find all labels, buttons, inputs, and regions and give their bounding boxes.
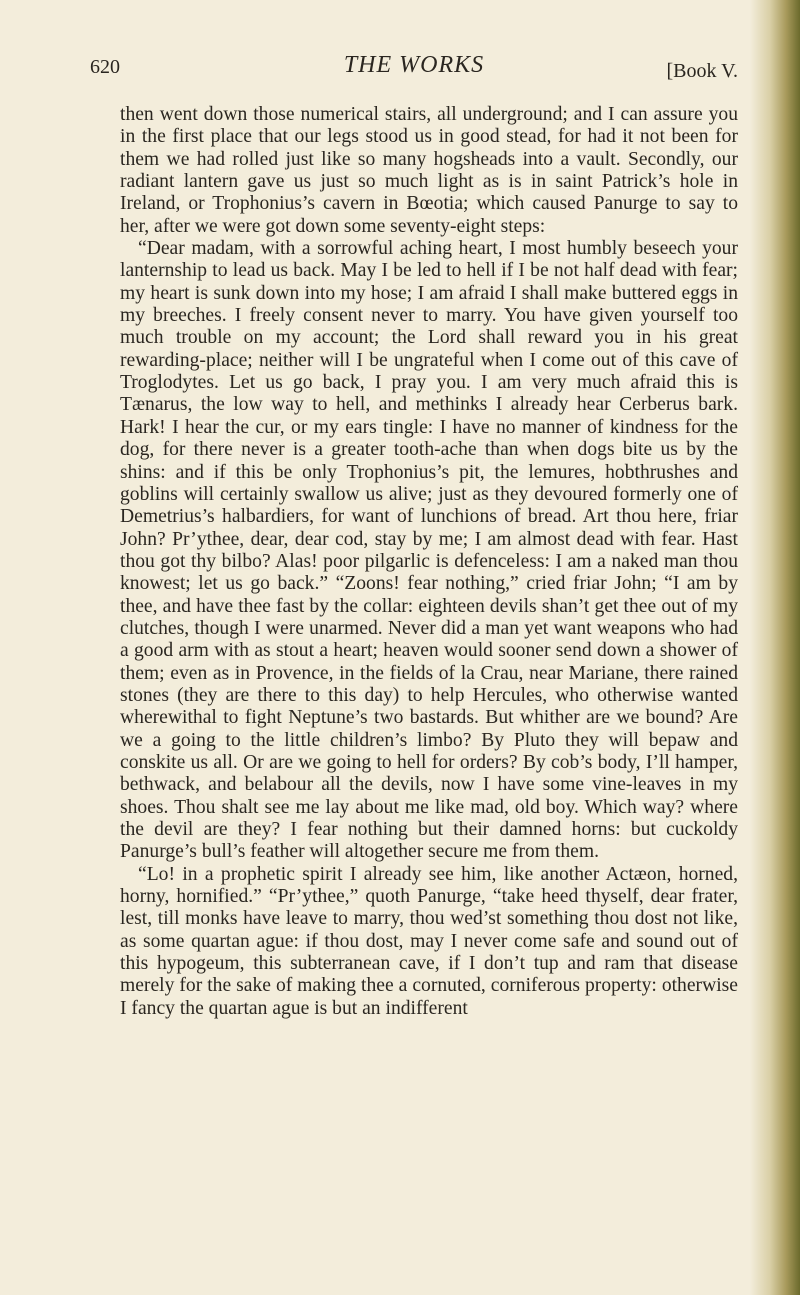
paragraph: then went down those numerical stairs, all underground; and I can assure you in the first place that our legs stood us in good stead, for had it not been for them we had rolled just like so many hogsheads into a vault. Secondly, our radiant lantern gave us just so much light as is in saint Patrick’s hole in Ireland, or Trophonius’s cavern in Bœotia; which caused Panurge to say to her, after we were got down some seventy-eight steps: xyxy=(120,104,738,237)
page-header xyxy=(90,44,738,84)
paragraph: “Dear madam, with a sorrowful aching heart, I most humbly beseech your lanternship to lead us back. May I be led to hell if I be not half dead with fear; my heart is sunk down into my hose; I am afraid I shall make buttered eggs in my breeches. I freely consent never to marry. You have given yourself too much trouble on my account; the Lord shall reward you in his great rewarding-place; neither will I be ungrateful when I come out of this cave of Troglodytes. Let us go back, I pray you. I am very much afraid this is Tænarus, the low way to hell, and methinks I already hear Cerberus bark. Hark! I hear the cur, or my ears tingle: I have no manner of kindness for the dog, for there never is a greater tooth-ache than when dogs bite us by the shins: and if this be only Trophonius’s pit, the lemures, hobthrushes and goblins will certainly swallow us alive; just as they devoured formerly one of Demetrius’s halbardiers, for want of lunchions of bread. Art thou here, friar John? Pr’ythee, dear, dear cod, stay by me; I am almost dead with fear. Hast thou got thy bilbo? Alas! poor pilgarlic is defenceless: I am a naked man thou knowest; let us go back.” “Zoons! fear nothing,” cried friar John; “I am by thee, and have thee fast by the collar: eighteen devils shan’t get thee out of my clutches, though I were unarmed. Never did a man yet want weapons who had a good arm with as stout a heart; heaven would sooner send down a shower of them; even as in Provence, in the fields of la Crau, near Mariane, there rained stones (they are there to this day) to help Hercules, who otherwise wanted wherewithal to fight Neptune’s two bastards. But whither are we bound? Are we a going to the little children’s limbo? By Pluto they will bepaw and conskite us all. Or are we going to hell for orders? By cob’s body, I’ll hamper, bethwack, and belabour all the devils, now I have some vine-leaves in my shoes. Thou shalt see me lay about me like mad, old boy. Which way? where the devil are they? I fear nothing but their damned horns: but cuckoldy Panurge’s bull’s feather will altogether secure me from them. xyxy=(120,238,738,863)
running-title: THE WORKS xyxy=(343,52,485,78)
page-edge-shadow xyxy=(750,0,800,1295)
paragraph: “Lo! in a prophetic spirit I already see him, like another Actæon, horned, horny, hornified.” “Pr’ythee,” quoth Panurge, “take heed thyself, dear frater, lest, till monks have leave to marry, thou wed’st something thou dost not like, as some quartan ague: if thou dost, may I never come safe and sound out of this hypogeum, this subterranean cave, if I don’t tup and ram that disease merely for the sake of making thee a cornuted, corniferous property: otherwise I fancy the quartan ague is but an indifferent xyxy=(120,863,738,1019)
book-label: [Book V. xyxy=(666,60,738,82)
body-text xyxy=(120,104,738,1020)
page-number: 620 xyxy=(90,56,120,78)
